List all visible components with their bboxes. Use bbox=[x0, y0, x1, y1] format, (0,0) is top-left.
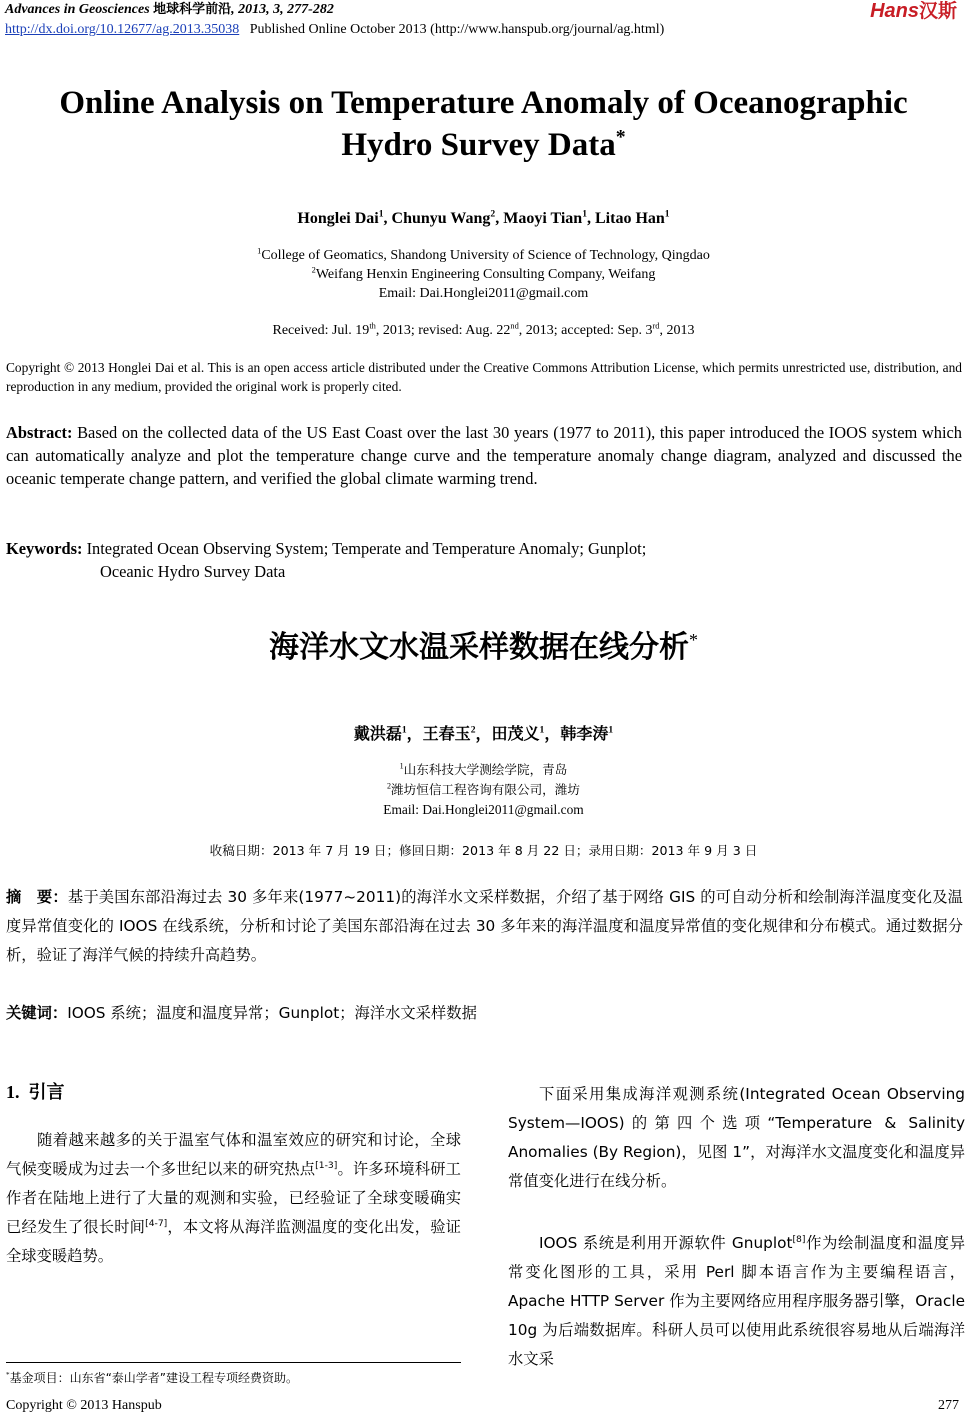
affiliations-cn bbox=[0, 760, 967, 820]
affiliations-en bbox=[0, 246, 967, 303]
keywords-cn bbox=[6, 1001, 963, 1026]
author-affiliation-mark: 1 bbox=[582, 208, 587, 220]
keywords-cn-text: IOOS 系统；温度和温度异常；Gunplot；海洋水文采样数据 bbox=[67, 1004, 477, 1022]
affiliation-cn-1: $^1$山东科技大学测绘学院，青岛 bbox=[399, 761, 568, 777]
title-line-2: Hydro Survey Data bbox=[341, 127, 616, 163]
author-name: Maoyi Tian bbox=[503, 210, 583, 227]
author-affiliation-mark: 1 bbox=[401, 724, 407, 736]
logo-text-cn: 汉斯 bbox=[918, 0, 957, 22]
abstract-cn bbox=[6, 883, 963, 970]
author-name: 戴洪磊 bbox=[353, 724, 402, 743]
footer-copyright: Copyright © 2013 Hanspub bbox=[6, 1398, 162, 1413]
affiliation-2: $^2$Weifang Henxin Engineering Consulting Company, Weifang bbox=[311, 265, 656, 282]
intro-paragraph-left: 随着越来越多的关于温室气体和温室效应的研究和讨论，全球气候变暖成为过去一个多世纪以来的研究热点[1-3]。许多环境科研工作者在陆地上进行了大量的观测和实验，已经验证了全球变暖确实已经发生了很长时间[4-7]，本文将从海洋监测温度的变化出发，验证全球变暖趋势。 bbox=[6, 1131, 461, 1265]
author-name: 田茂义 bbox=[491, 724, 540, 743]
author-separator: , bbox=[495, 210, 504, 227]
author-email: Email: Dai.Honglei2011@gmail.com bbox=[378, 286, 589, 301]
abstract-text: Based on the collected data of the US East Coast over the last 30 years (1977 to 2011), this paper introduced the IOOS system which can automatically analyze and plot the temperature change curve and the temperature anomaly change diagram, analyzed and discussed the oceanic temperate change pattern, and verified the global climate warming trend. bbox=[6, 423, 962, 488]
publisher-logo bbox=[870, 0, 957, 22]
logo-text-en: Hans bbox=[870, 0, 919, 22]
journal-header bbox=[5, 1, 334, 19]
author-affiliation-mark: 1 bbox=[664, 208, 670, 220]
author-affiliation-mark: 1 bbox=[608, 724, 614, 736]
abstract-cn-label: 摘 要： bbox=[6, 888, 68, 906]
affiliation-1: $^1$College of Geomatics, Shandong University of Science of Technology, Qingdao bbox=[257, 246, 710, 263]
received-dates-cn: 收稿日期：2013 年 7 月 19 日；修回日期：2013 年 8 月 22 日；录用日期：2013 年 9 月 3 日 bbox=[209, 843, 758, 858]
author-affiliation-mark: 1 bbox=[539, 724, 545, 736]
abstract-cn-text: 基于美国东部沿海过去 30 多年来(1977~2011)的海洋水文采样数据，介绍了基于网络 GIS 的可自动分析和绘制海洋温度变化及温度异常值变化的 IOOS 在线系统，分析和讨论了美国东部沿海在过去 30 多年来的海洋温度和温度异常值的变化规律和分布模式。通过数据分析，验证了海洋气候的持续升高趋势。 bbox=[6, 888, 963, 964]
journal-name-cn: 地球科学前沿 bbox=[153, 2, 232, 17]
author-name: 韩李涛 bbox=[560, 724, 609, 743]
received-dates: Received: Jul. 19th, 2013; revised: Aug. 22nd, 2013; accepted: Sep. 3rd, 2013 bbox=[272, 321, 695, 338]
author-name: Honglei Dai bbox=[297, 210, 379, 227]
title-footnote-mark: * bbox=[615, 126, 626, 148]
author-affiliation-mark: 2 bbox=[470, 724, 476, 736]
author-list bbox=[0, 209, 967, 229]
published-info: Published Online October 2013 (http://www.hanspub.org/journal/ag.html) bbox=[249, 22, 665, 37]
keywords-label: Keywords: bbox=[6, 539, 83, 558]
author-separator: ， bbox=[544, 726, 561, 743]
author-affiliation-mark: 1 bbox=[378, 208, 384, 220]
keywords-en: Keywords: Integrated Ocean Observing System; Temperate and Temperature Anomaly; Gunplot; Oceanic Hydro Survey Data bbox=[6, 539, 647, 581]
page-title bbox=[0, 82, 967, 166]
footnote-rule bbox=[6, 1362, 461, 1363]
intro-paragraph-right-2: IOOS 系统是利用开源软件 Gnuplot[8]作为绘制温度和温度异常变化图形的工具，采用 Perl 脚本语言作为主要编程语言，Apache HTTP Server 作为主要网络应用程序服务器引擎，Oracle 10g 为后端数据库。科研人员可以使用此系统很容易地从后端海洋水文采 bbox=[508, 1233, 965, 1368]
journal-name: Advances in Geosciences bbox=[5, 2, 150, 17]
author-separator: , bbox=[587, 210, 595, 227]
abstract-label: Abstract: bbox=[6, 423, 73, 442]
keywords-cn-label: 关键词： bbox=[6, 1004, 68, 1022]
title-line-1: Online Analysis on Temperature Anomaly of Oceanographic bbox=[59, 85, 908, 121]
doi-line bbox=[5, 21, 664, 39]
author-separator: ， bbox=[406, 726, 423, 743]
copyright-notice: Copyright © 2013 Honglei Dai et al. This is an open access article distributed under the Creative Commons Attribution License, which permits unrestricted use, distribution, and reproduction in any medium, provided the original work is properly cited. bbox=[6, 360, 962, 394]
author-affiliation-mark: 2 bbox=[490, 208, 496, 220]
page-number: 277 bbox=[938, 1398, 959, 1413]
section-heading: 1. 引言 bbox=[6, 1082, 65, 1103]
intro-paragraph-right-1: 下面采用集成海洋观测系统(Integrated Ocean Observing System—IOOS)的第四个选项“Temperature & Salinity Anomalies (By Region)，见图 1”，对海洋水文温度变化和温度异常值变化进行在线分析。 bbox=[508, 1085, 965, 1190]
author-name: Litao Han bbox=[595, 210, 665, 227]
author-separator: ， bbox=[475, 726, 492, 743]
doi-link[interactable]: http://dx.doi.org/10.12677/ag.2013.35038 bbox=[5, 22, 240, 37]
affiliation-cn-2: $^2$潍坊恒信工程咨询有限公司，潍坊 bbox=[387, 781, 580, 797]
footnote: *基金项目：山东省“泰山学者”建设工程专项经费资助。 bbox=[6, 1371, 299, 1385]
author-name: 王春玉 bbox=[422, 724, 471, 743]
author-name: Chunyu Wang bbox=[391, 210, 491, 227]
journal-issue: , 2013, 3, 277-282 bbox=[231, 2, 334, 17]
abstract-en bbox=[6, 421, 962, 490]
author-separator: , bbox=[383, 210, 392, 227]
author-list-cn bbox=[0, 723, 967, 746]
author-email-cn: Email: Dai.Honglei2011@gmail.com bbox=[383, 802, 584, 817]
page-title-cn: 海洋水文水温采样数据在线分析* bbox=[269, 630, 698, 665]
